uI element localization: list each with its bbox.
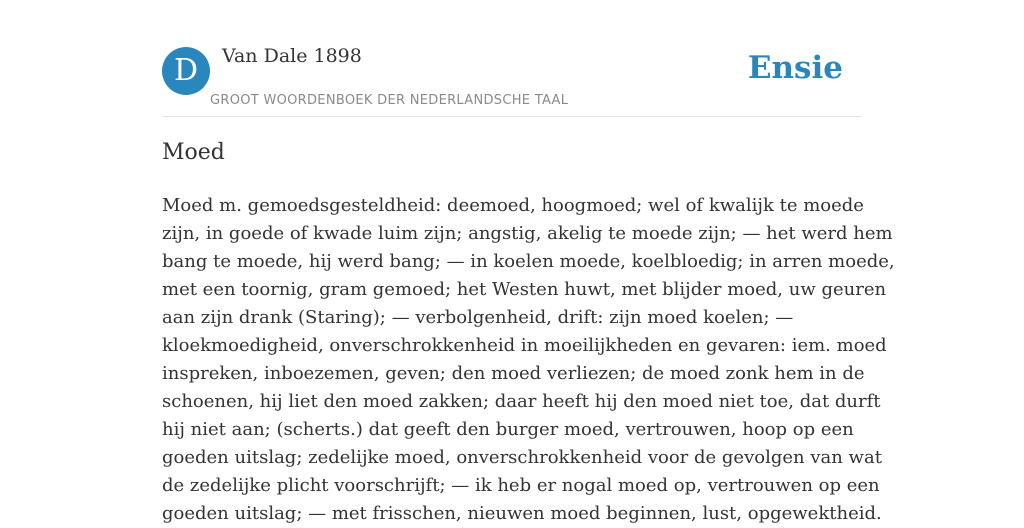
dictionary-title[interactable]: Van Dale 1898 bbox=[222, 45, 362, 67]
definition-line: schoenen, hij liet den moed zakken; daar heeft hij den moed niet toe, dat durft bbox=[162, 391, 881, 412]
definition-line: Moed m. gemoedsgesteldheid: deemoed, hoogmoed; wel of kwalijk te moede bbox=[162, 195, 864, 216]
brand-logo[interactable]: Ensie bbox=[747, 50, 843, 86]
definition-line: goeden uitslag; — met frisschen, nieuwen moed beginnen, lust, opgewektheid. bbox=[162, 503, 882, 524]
dictionary-header bbox=[162, 0, 862, 117]
definition-line: zijn, in goede of kwade luim zijn; angstig, akelig te moede zijn; — het werd hem bbox=[162, 223, 893, 244]
entry-title: Moed bbox=[162, 140, 225, 165]
dictionary-logo-icon[interactable]: D bbox=[162, 47, 210, 95]
definition-line: hij niet aan; (scherts.) dat geeft den burger moed, vertrouwen, hoop op een bbox=[162, 419, 854, 440]
definition-line: kloekmoedigheid, onverschrokkenheid in moeilijkheden en gevaren: iem. moed bbox=[162, 335, 887, 356]
definition-line: aan zijn drank (Staring); — verbolgenheid, drift: zijn moed koelen; — bbox=[162, 307, 794, 328]
entry-definition bbox=[162, 192, 895, 528]
definition-line: bang te moede, hij werd bang; — in koelen moede, koelbloedig; in arren moede, bbox=[162, 251, 895, 272]
definition-line: inspreken, inboezemen, geven; den moed verliezen; de moed zonk hem in de bbox=[162, 363, 865, 384]
definition-line: met een toornig, gram gemoed; het Westen huwt, met blijder moed, uw geuren bbox=[162, 279, 887, 300]
definition-line: de zedelijke plicht voorschrijft; — ik heb er nogal moed op, vertrouwen op een bbox=[162, 475, 880, 496]
definition-line: goeden uitslag; zedelijke moed, onverschrokkenheid voor de gevolgen van wat bbox=[162, 447, 882, 468]
dictionary-subtitle: GROOT WOORDENBOEK DER NEDERLANDSCHE TAAL bbox=[210, 93, 569, 108]
